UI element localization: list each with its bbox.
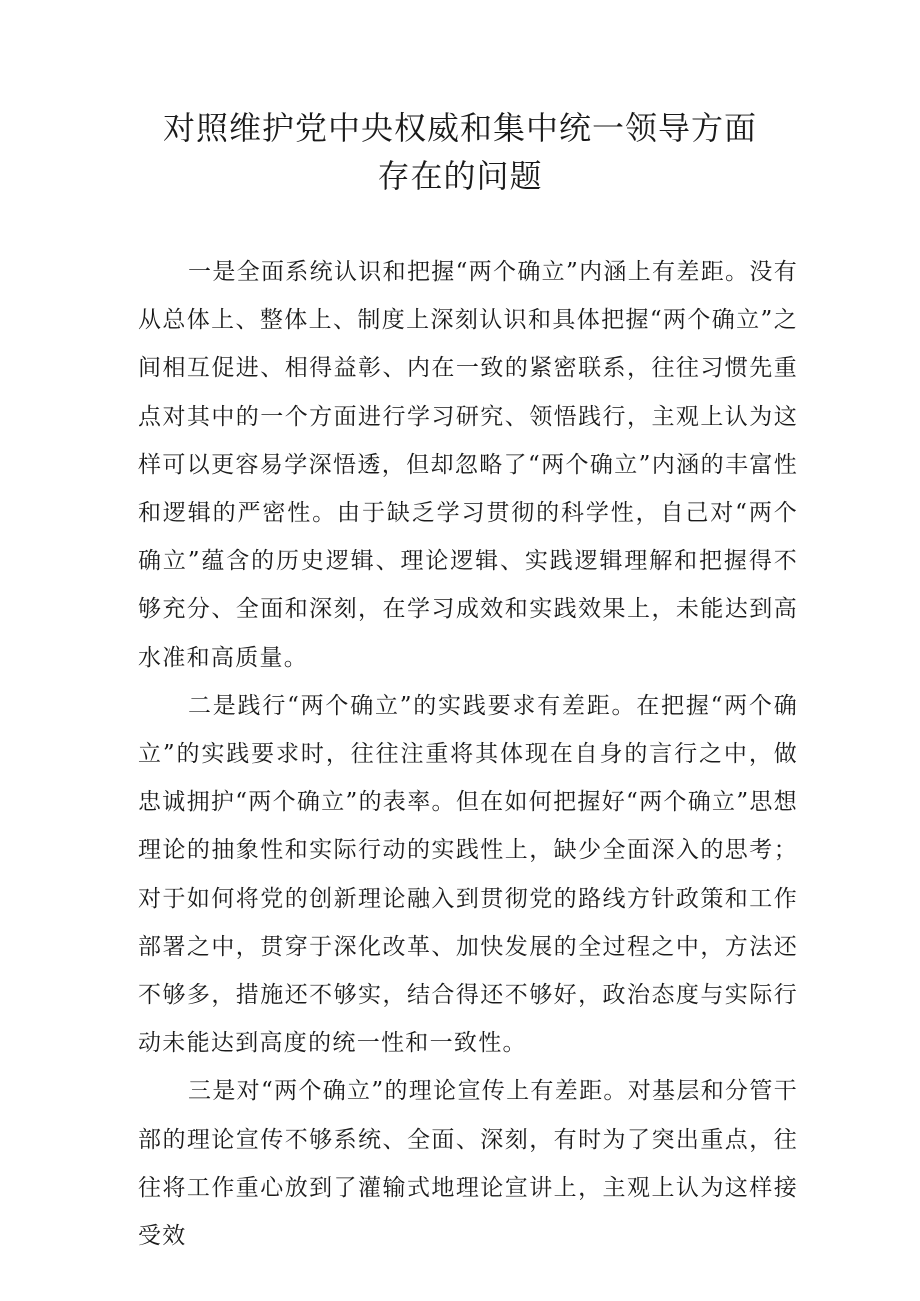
title-line-2: 存在的问题	[377, 157, 543, 195]
paragraph-3: 三是对“两个确立”的理论宣传上有差距。对基层和分管干部的理论宣传不够系统、全面、深刻，有时为了突出重点，往往将工作重心放到了灌输式地理论宣讲上，主观上认为这样接受效	[138, 1078, 798, 1250]
title-line-1: 对照维护党中央权威和集中统一领导方面	[162, 109, 757, 147]
document-body	[138, 248, 798, 1260]
paragraph-1: 一是全面系统认识和把握“两个确立”内涵上有差距。没有从总体上、整体上、制度上深刻认识和具体把握“两个确立”之间相互促进、相得益彰、内在一致的紧密联系，往往习惯先重点对其中的一个方面进行学习研究、领悟践行，主观上认为这样可以更容易学深悟透，但却忽略了“两个确立”内涵的丰富性和逻辑的严密性。由于缺乏学习贯彻的科学性，自己对“两个确立”蕴含的历史逻辑、理论逻辑、实践逻辑理解和把握得不够充分、全面和深刻，在学习成效和实践效果上，未能达到高水准和高质量。	[138, 259, 798, 671]
document-title	[100, 104, 820, 200]
paragraph-2: 二是践行“两个确立”的实践要求有差距。在把握“两个确立”的实践要求时，往往注重将其体现在自身的言行之中，做忠诚拥护“两个确立”的表率。但在如何把握好“两个确立”思想理论的抽象性和实际行动的实践性上，缺少全面深入的思考；对于如何将党的创新理论融入到贯彻党的路线方针政策和工作部署之中，贯穿于深化改革、加快发展的全过程之中，方法还不够多，措施还不够实，结合得还不够好，政治态度与实际行动未能达到高度的统一性和一致性。	[138, 692, 798, 1057]
